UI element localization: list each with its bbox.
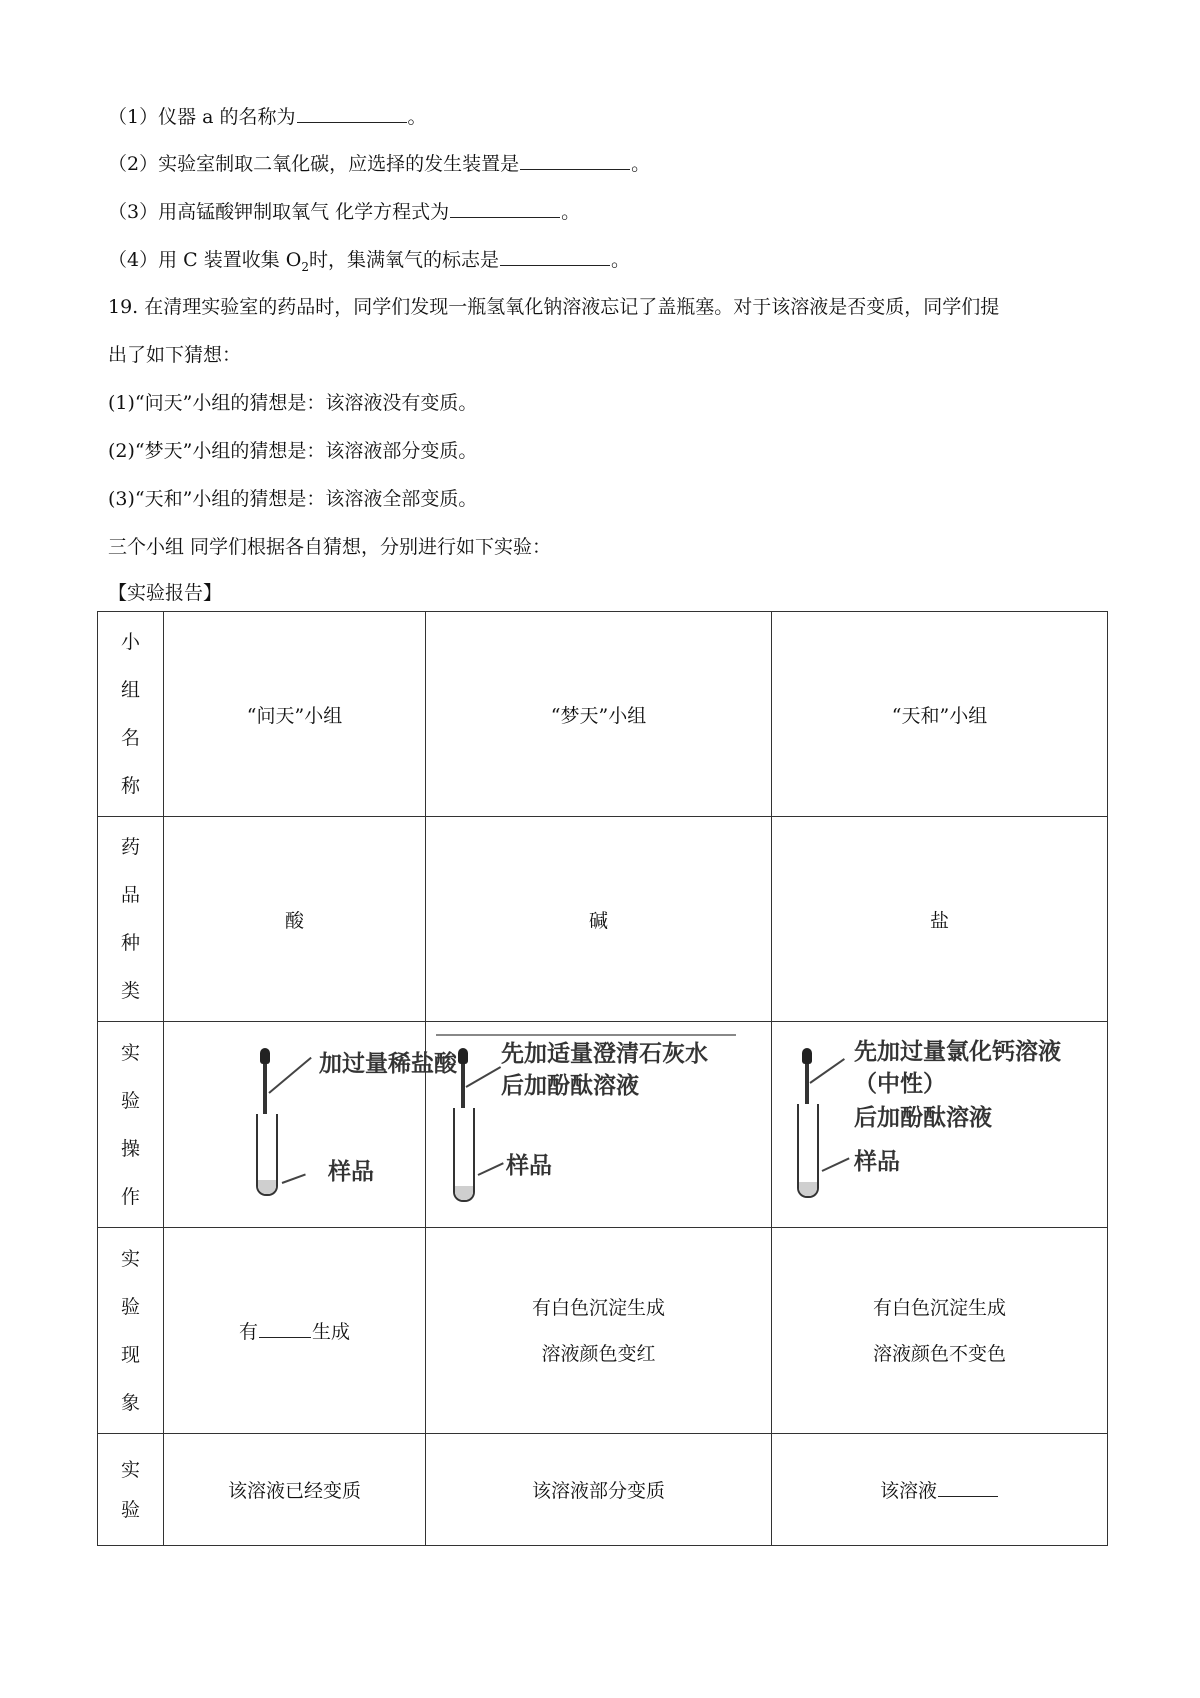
conclusion-cell: 该溶液部分变质 — [426, 1434, 772, 1546]
dropper-icon — [461, 1064, 465, 1108]
reagent-type: 碱 — [426, 817, 772, 1022]
table-row — [98, 817, 1108, 1022]
phenomenon-cell: 有白色沉淀生成 溶液颜色不变色 — [772, 1228, 1108, 1434]
group-name: “天和”小组 — [772, 612, 1108, 817]
guess-2: (2)“梦天”小组的猜想是：该溶液部分变质。 — [108, 440, 478, 462]
answer-blank[interactable] — [259, 1319, 311, 1338]
guess-1: (1)“问天”小组的猜想是：该溶液没有变质。 — [108, 392, 478, 414]
answer-blank[interactable] — [938, 1478, 998, 1497]
conclusion-cell: 该溶液 — [772, 1434, 1108, 1546]
test-tube-diagram: 先加适量澄清石灰水 后加酚酞溶液 样品 — [426, 1022, 771, 1227]
table-row — [98, 1434, 1108, 1546]
row-header: 实验现象 — [98, 1228, 164, 1434]
question-4: （4）用 C 装置收集 $O_2$时，集满氧气的标志是 。 — [108, 249, 630, 274]
table-row — [98, 1228, 1108, 1434]
test-tube-diagram: 先加过量氯化钙溶液 （中性） 后加酚酞溶液 样品 — [772, 1022, 1107, 1227]
operation-cell — [772, 1022, 1108, 1228]
test-tube-diagram: 加过量稀盐酸 样品 — [164, 1022, 425, 1227]
operation-cell — [164, 1022, 457, 1228]
table-row — [98, 612, 1108, 817]
row-header: 药品种类 — [98, 817, 164, 1022]
experiment-report-table — [97, 611, 1108, 1546]
test-tube-icon — [256, 1114, 278, 1196]
reagent-type: 盐 — [772, 817, 1108, 1022]
question-1: （1）仪器 a 的名称为 。 — [108, 106, 427, 128]
conclusion-cell: 该溶液已经变质 — [164, 1434, 426, 1546]
phenomenon-cell: 有白色沉淀生成 溶液颜色变红 — [426, 1228, 772, 1434]
phenomenon-cell: 有 生成 — [164, 1228, 426, 1434]
test-tube-icon — [797, 1104, 819, 1198]
group-name: “梦天”小组 — [426, 612, 772, 817]
operation-cell — [426, 1022, 772, 1228]
report-title: 【实验报告】 — [108, 582, 223, 604]
guess-3: (3)“天和”小组的猜想是：该溶液全部变质。 — [108, 488, 478, 510]
dropper-bulb-icon — [260, 1048, 270, 1064]
experiment-intro: 三个小组 同学们根据各自猜想，分别进行如下实验： — [108, 536, 552, 558]
dropper-bulb-icon — [802, 1048, 812, 1064]
dropper-icon — [263, 1064, 267, 1114]
answer-blank[interactable] — [297, 104, 407, 123]
problem-19-line1: 19. 在清理实验室的药品时，同学们发现一瓶氢氧化钠溶液忘记了盖瓶塞。对于该溶液是否变质，同学们提 — [108, 296, 1000, 318]
dropper-bulb-icon — [458, 1048, 468, 1064]
dropper-icon — [805, 1064, 809, 1104]
answer-blank[interactable] — [520, 151, 630, 170]
row-header: 小组名称 — [98, 612, 164, 817]
question-3: （3）用高锰酸钾制取氧气 化学方程式为 。 — [108, 201, 581, 223]
reagent-type: 酸 — [164, 817, 426, 1022]
question-2: （2）实验室制取二氧化碳，应选择的发生装置是 。 — [108, 153, 651, 175]
answer-blank[interactable] — [500, 247, 610, 266]
row-header: 实验操作 — [98, 1022, 164, 1228]
test-tube-icon — [453, 1108, 475, 1202]
table-row — [98, 1022, 1108, 1228]
group-name: “问天”小组 — [164, 612, 426, 817]
problem-19-line2: 出了如下猜想： — [108, 344, 242, 366]
answer-blank[interactable] — [450, 199, 560, 218]
row-header: 实验 — [98, 1434, 164, 1546]
